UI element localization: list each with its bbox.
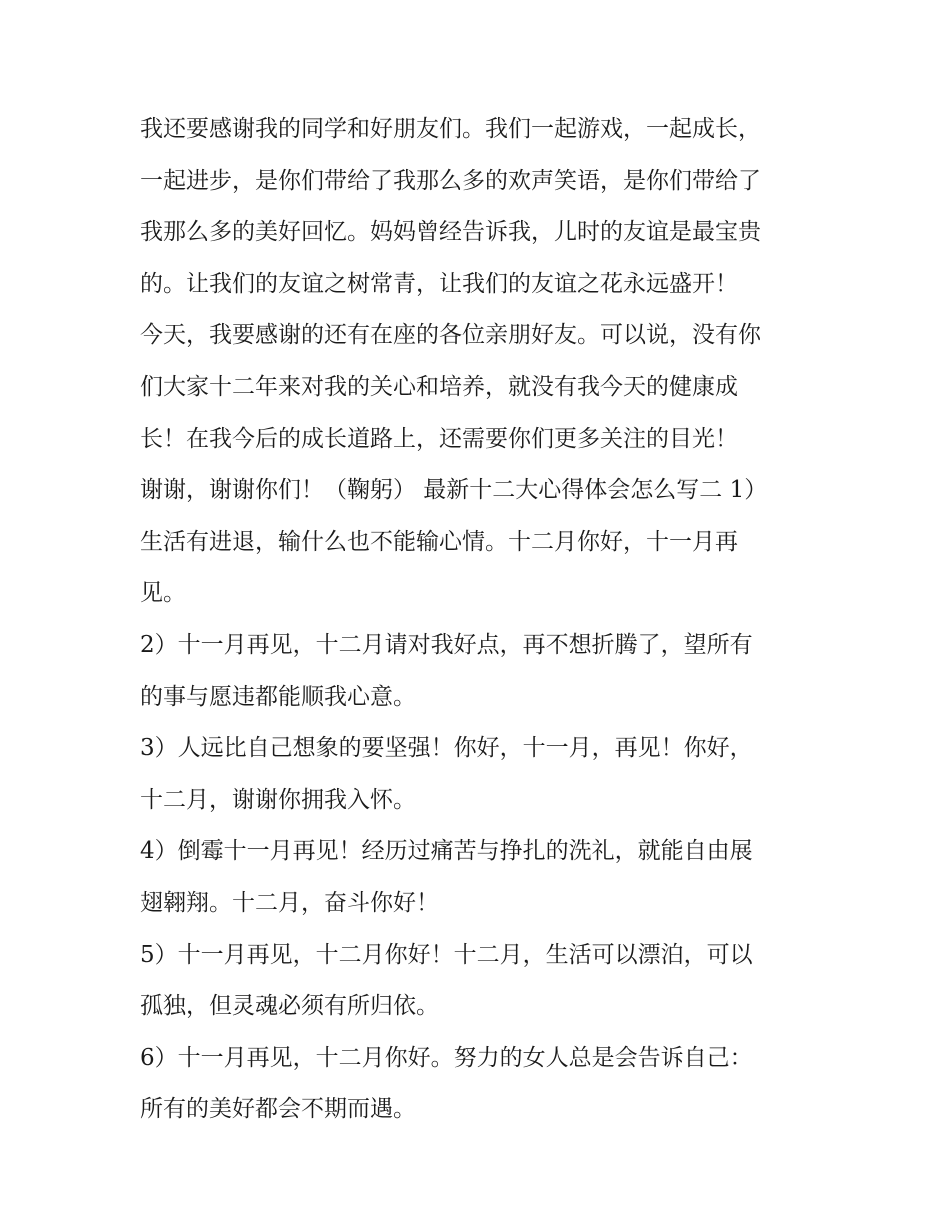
text-line: 3）人远比自己想象的要坚强！你好，十一月，再见！你好， <box>140 735 753 762</box>
text-line: 见。 <box>140 580 186 607</box>
text-line: 今天，我要感谢的还有在座的各位亲朋好友。可以说，没有你 <box>140 322 761 349</box>
text-line: 4）倒霉十一月再见！经历过痛苦与挣扎的洗礼，就能自由展 <box>140 838 753 865</box>
text-line: 一起进步，是你们带给了我那么多的欢声笑语，是你们带给了 <box>140 167 761 194</box>
text-line: 2）十一月再见，十二月请对我好点，再不想折腾了，望所有 <box>140 631 753 658</box>
body-text <box>140 104 830 1136</box>
text-line: 谢谢，谢谢你们！（鞠躬） 最新十二大心得体会怎么写二 1） <box>140 477 768 504</box>
text-line: 我那么多的美好回忆。妈妈曾经告诉我，儿时的友谊是最宝贵 <box>140 219 761 246</box>
text-line: 所有的美好都会不期而遇。 <box>140 1096 416 1123</box>
text-line: 翅翱翔。十二月，奋斗你好！ <box>140 889 439 916</box>
text-line: 我还要感谢我的同学和好朋友们。我们一起游戏，一起成长， <box>140 116 761 142</box>
text-line: 5）十一月再见，十二月你好！十二月，生活可以漂泊，可以 <box>140 941 753 968</box>
text-line: 的事与愿违都能顺我心意。 <box>140 683 416 710</box>
text-line: 们大家十二年来对我的关心和培养，就没有我今天的健康成 <box>140 373 738 400</box>
text-line: 的。让我们的友谊之树常青，让我们的友谊之花永远盛开！ <box>140 270 738 297</box>
text-line: 孤独，但灵魂必须有所归依。 <box>140 993 439 1020</box>
text-line: 十二月，谢谢你拥我入怀。 <box>140 786 416 813</box>
text-line: 6）十一月再见，十二月你好。努力的女人总是会告诉自己： <box>140 1044 753 1071</box>
text-line: 长！在我今后的成长道路上，还需要你们更多关注的目光！ <box>140 425 738 452</box>
text-line: 生活有进退，输什么也不能输心情。十二月你好，十一月再 <box>140 528 738 555</box>
